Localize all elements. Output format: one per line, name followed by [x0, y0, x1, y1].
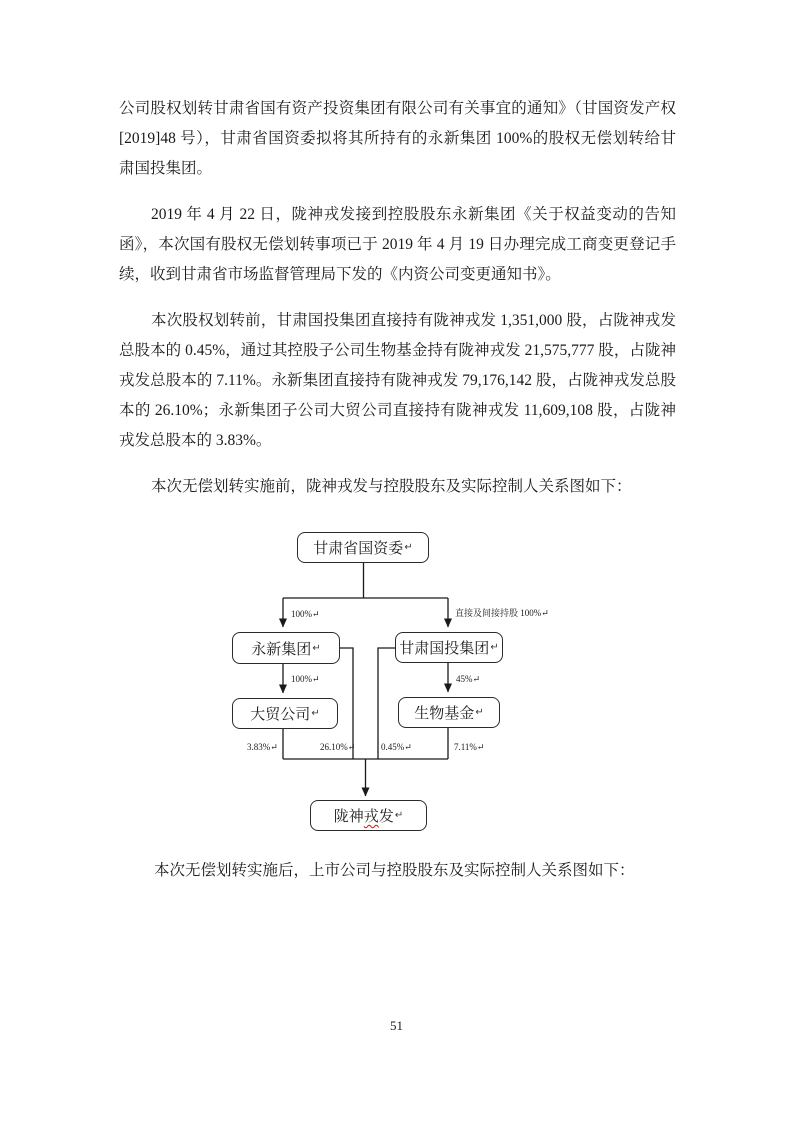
- paragraph-3: 本次股权划转前，甘肃国投集团直接持有陇神戎发 1,351,000 股，占陇神戎发总股本的 0.45%，通过其控股子公司生物基金持有陇神戎发 21,575,777 股，占陇神戎发总股本的 7.11%。永新集团直接持有陇神戎发 79,176,142 股，占陇神戎发总股本的 26.10%；永新集团子公司大贸公司直接持有陇神戎发 11,609,108 股，占陇神戎发总股本的 3.83%。: [119, 312, 676, 449]
- diagram-node-gansu-guotou-group: [395, 632, 503, 663]
- diagram-node-damao-company: [232, 698, 338, 729]
- paragraph-1: 公司股权划转甘肃省国有资产投资集团有限公司有关事宜的通知》（甘国资发产权[2019]48 号），甘肃省国资委拟将其所持有的永新集团 100%的股权无偿划转给甘肃国投集团。: [119, 100, 676, 177]
- node-label: 生物基金: [414, 706, 475, 722]
- diagram-node-gansu-sasac: [297, 532, 429, 563]
- ownership-structure-diagram: [230, 530, 560, 840]
- edge-label-biofund-to-longshen: 7.11%↵: [454, 742, 485, 752]
- diagram-node-yongxin-group: [232, 632, 340, 664]
- return-mark: ↵: [394, 810, 404, 821]
- return-mark: ↵: [490, 642, 499, 653]
- return-mark: ↵: [404, 542, 413, 553]
- page-number: 51: [390, 1018, 403, 1033]
- edge-label-guotou-to-longshen: 0.45%↵: [381, 742, 412, 752]
- return-mark: ↵: [311, 708, 320, 719]
- return-mark: ↵: [312, 642, 321, 654]
- node-label: 陇神: [333, 809, 364, 825]
- paragraph-4: 本次无偿划转实施前，陇神戎发与控股股东及实际控制人关系图如下：: [151, 478, 632, 495]
- edge-label-yongxin-to-damao: 100%↵: [291, 674, 320, 684]
- paragraph-2: 2019 年 4 月 22 日，陇神戎发接到控股股东永新集团《关于权益变动的告知函》，本次国有股权无偿划转事项已于 2019 年 4 月 19 日办理完成工商变更登记手续，收到甘肃省市场监督管理局下发的《内资公司变更通知书》。: [119, 206, 676, 283]
- node-label: 发: [378, 809, 394, 825]
- return-mark: ↵: [475, 707, 484, 718]
- edge-label-sasac-to-guotou: 直接及间接持股 100%↵: [455, 608, 549, 618]
- node-label-misspelled: 戎: [363, 809, 379, 825]
- node-label: 永新集团: [251, 641, 312, 658]
- edge-label-yongxin-to-longshen: 26.10%↵: [320, 742, 356, 752]
- edge-label-guotou-to-biofund: 45%↵: [456, 674, 481, 684]
- node-label: 大贸公司: [250, 707, 311, 723]
- node-label: 甘肃省国资委: [313, 541, 404, 557]
- diagram-node-longshen-rongfa: [310, 800, 427, 831]
- edge-label-damao-to-longshen: 3.83%↵: [247, 742, 278, 752]
- closing-paragraph: 本次无偿划转实施后，上市公司与控股股东及实际控制人关系图如下：: [154, 862, 635, 879]
- node-label: 甘肃国投集团: [399, 641, 490, 657]
- diagram-node-bio-fund: [398, 697, 500, 728]
- edge-label-sasac-to-yongxin: 100%↵: [291, 609, 320, 619]
- body-text: [119, 94, 676, 518]
- diagram-connector-lines: [230, 530, 560, 840]
